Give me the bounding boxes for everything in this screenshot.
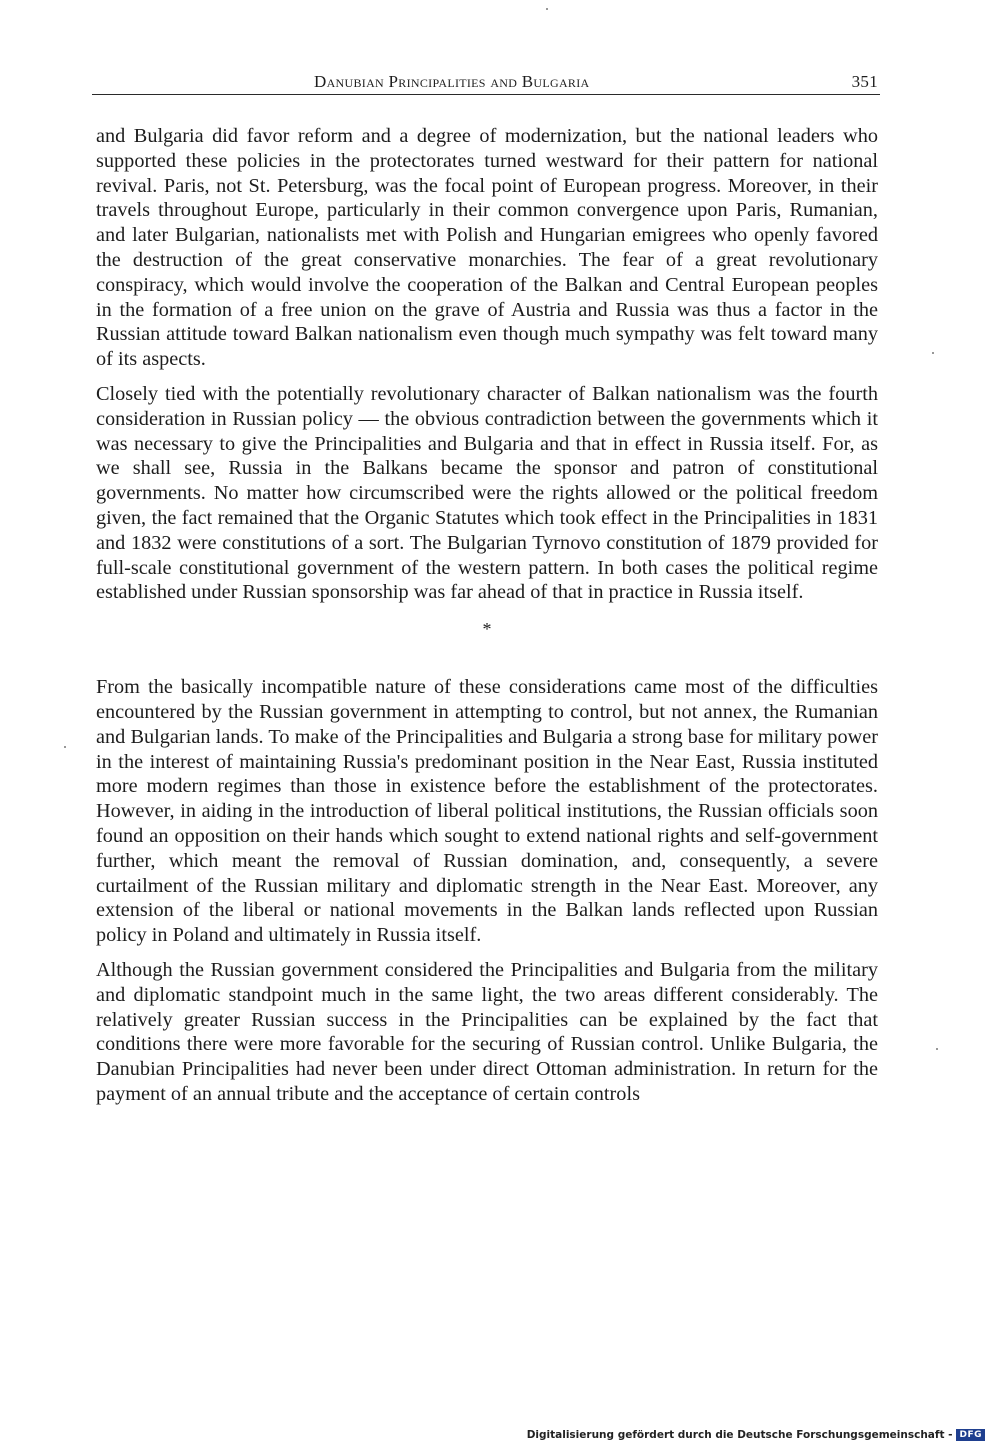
paragraph-1: and Bulgaria did favor reform and a degree of modernization, but the national leaders who supported these policies in the protectorates turned westward for their pattern for national revival. Paris, not St. Petersburg, was the focal point of European progress. Moreover, in their travels throughout Europe, particularly in their common convergence upon Paris, Rumanian, and later Bulgarian, nationalists met with Polish and Hungarian emigrees who openly favored the destruction of the great conservative monarchies. The fear of a great revolutionary conspiracy, which would involve the cooperation of the Balkan and Central European peoples in the formation of a free union on the grave of Austria and Russia was thus a factor in the Russian attitude toward Balkan nationalism even though much sympathy was felt toward many of its aspects. bbox=[96, 125, 878, 371]
section-separator: * bbox=[482, 619, 492, 640]
running-head bbox=[96, 72, 878, 94]
header-rule bbox=[92, 94, 880, 95]
paragraph-gap bbox=[96, 948, 878, 958]
scan-speck bbox=[936, 1048, 938, 1050]
paragraph-gap bbox=[96, 372, 878, 382]
running-head-title: Danubian Principalities and Bulgaria bbox=[314, 72, 590, 91]
credit-text: Digitalisierung gefördert durch die Deutsche Forschungsgemeinschaft - bbox=[526, 1429, 953, 1441]
scan-speck bbox=[64, 746, 66, 748]
body-text bbox=[96, 124, 878, 1107]
scan-speck bbox=[546, 8, 548, 10]
paragraph-4: Although the Russian government considered the Principalities and Bulgaria from the military and diplomatic standpoint much in the same light, the two areas different considerably. The relatively greater Russian success in the Principalities can be explained by the fact that conditions there were more favorable for the securing of Russian control. Unlike Bulgaria, the Danubian Principalities had never been under direct Ottoman administration. In return for the payment of an annual tribute and the acceptance of certain controls bbox=[96, 958, 878, 1105]
page-number: 351 bbox=[851, 72, 878, 91]
dfg-logo: DFG bbox=[956, 1429, 985, 1441]
paragraph-3: From the basically incompatible nature of these considerations came most of the difficulties encountered by the Russian government in attempting to control, but not annex, the Rumanian and Bulgarian lands. To make of the Principalities and Bulgaria a strong base for military power in the interest of maintaining Russia's predominant position in the Near East, Russia instituted more modern regimes than those in existence before the establishment of the protectorates. However, in aiding in the introduction of liberal political institutions, the Russian officials soon found an opposition on their hands which sought to extend national rights and self-government further, which meant the removal of Russian domination, and, consequently, a severe curtailment of the Russian military and diplomatic strength in the Near East. Moreover, any extension of the liberal or national movements in the Balkan lands reflected upon Russian policy in Poland and ultimately in Russia itself. bbox=[96, 676, 878, 947]
paragraph-2: Closely tied with the potentially revolutionary character of Balkan nationalism was the fourth consideration in Russian policy — the obvious contradiction between the governments which it was necessary to give the Principalities and Bulgaria and that in effect in Russia itself. For, as we shall see, Russia in the Balkans became the sponsor and patron of constitutional governments. No matter how circumscribed were the rights allowed or the political freedom given, the fact remained that the Organic Statutes which took effect in the Principalities in 1831 and 1832 were constitutions of a sort. The Bulgarian Tyrnovo constitution of 1879 provided for full-scale constitutional government of the western pattern. In both cases the political regime established under Russian sponsorship was far ahead of that in practice in Russia itself. bbox=[96, 382, 878, 604]
digitization-credit bbox=[527, 1429, 985, 1441]
scan-speck bbox=[932, 352, 934, 354]
